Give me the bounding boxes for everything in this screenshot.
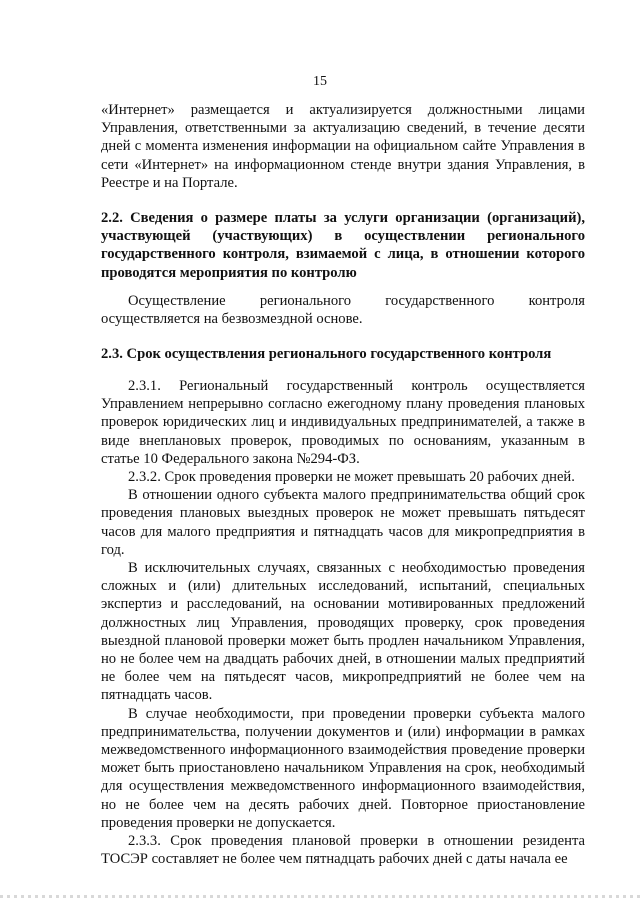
paragraph-extension: В исключительных случаях, связанных с необходимостью проведения сложных и (или) длительных исследований, испытаний, специальных экспертиз и расследований, на основании мотивированных предложений должностных лиц Управления, проводящих проверку, срок проведения выездной плановой проверки может быть продлен начальником Управления, но не более чем на двадцать рабочих дней, в отношении малых предприятий не более чем на пятьдесят часов, микропредприятий не более чем на пятнадцать часов.: [101, 560, 585, 704]
section-2-2-body: [101, 292, 585, 328]
page-number: 15: [313, 74, 327, 89]
section-2-2-paragraph: Осуществление регионального государственного контроля осуществляется на безвозмездной основе.: [101, 293, 585, 328]
section-2-3-heading: 2.3. Срок осуществления регионального государственного контроля: [101, 346, 552, 362]
paragraph-2-3-2: 2.3.2. Срок проведения проверки не может превышать 20 рабочих дней.: [128, 469, 575, 486]
section-2-3-heading-block: [101, 345, 585, 363]
paragraph-small-business-limit: В отношении одного субъекта малого предпринимательства общий срок проведения плановых выездных проверок не может превышать пятьдесят часов для малого предприятия и пятнадцать часов для микропредприятия в год.: [101, 487, 585, 558]
section-2-2-heading-block: [101, 209, 585, 282]
section-2-3-body: [101, 377, 585, 868]
intro-block: [101, 101, 585, 192]
paragraph-suspension: В случае необходимости, при проведении проверки субъекта малого предпринимательства, получении документов и (или) информации в рамках межведомственного информационного взаимодействия проведение проверки может быть приостановлено начальником Управления на срок, необходимый для осуществления межведомственного информационного взаимодействия, но не более чем на десять рабочих дней. Повторное приостановление проведения проверки не допускается.: [101, 705, 585, 831]
paragraph-2-3-3: 2.3.3. Срок проведения плановой проверки в отношении резидента ТОСЭР составляет не более чем пятнадцать рабочих дней с даты начала ее: [101, 833, 585, 868]
scan-edge-artifact: [0, 895, 640, 898]
intro-paragraph: «Интернет» размещается и актуализируется должностными лицами Управления, ответственными за актуализацию сведений, в течение десяти дней с момента изменения информации на официальном сайте Управления в сети «Интернет» на информационном стенде внутри здания Управления, в Реестре и на Портале.: [101, 102, 585, 191]
section-2-2-heading: 2.2. Сведения о размере платы за услуги организации (организаций), участвующей (участвующих) в осуществлении регионального государственного контроля, взимаемой с лица, в отношении которого проводятся мероприятия по контролю: [101, 210, 585, 281]
paragraph-2-3-1: 2.3.1. Региональный государственный контроль осуществляется Управлением непрерывно согласно ежегодному плану проведения плановых проверок юридических лиц и индивидуальных предпринимателей, а также в виде внеплановых проверок, проводимых по основаниям, указанным в статье 10 Федерального закона №294-ФЗ.: [101, 378, 585, 467]
